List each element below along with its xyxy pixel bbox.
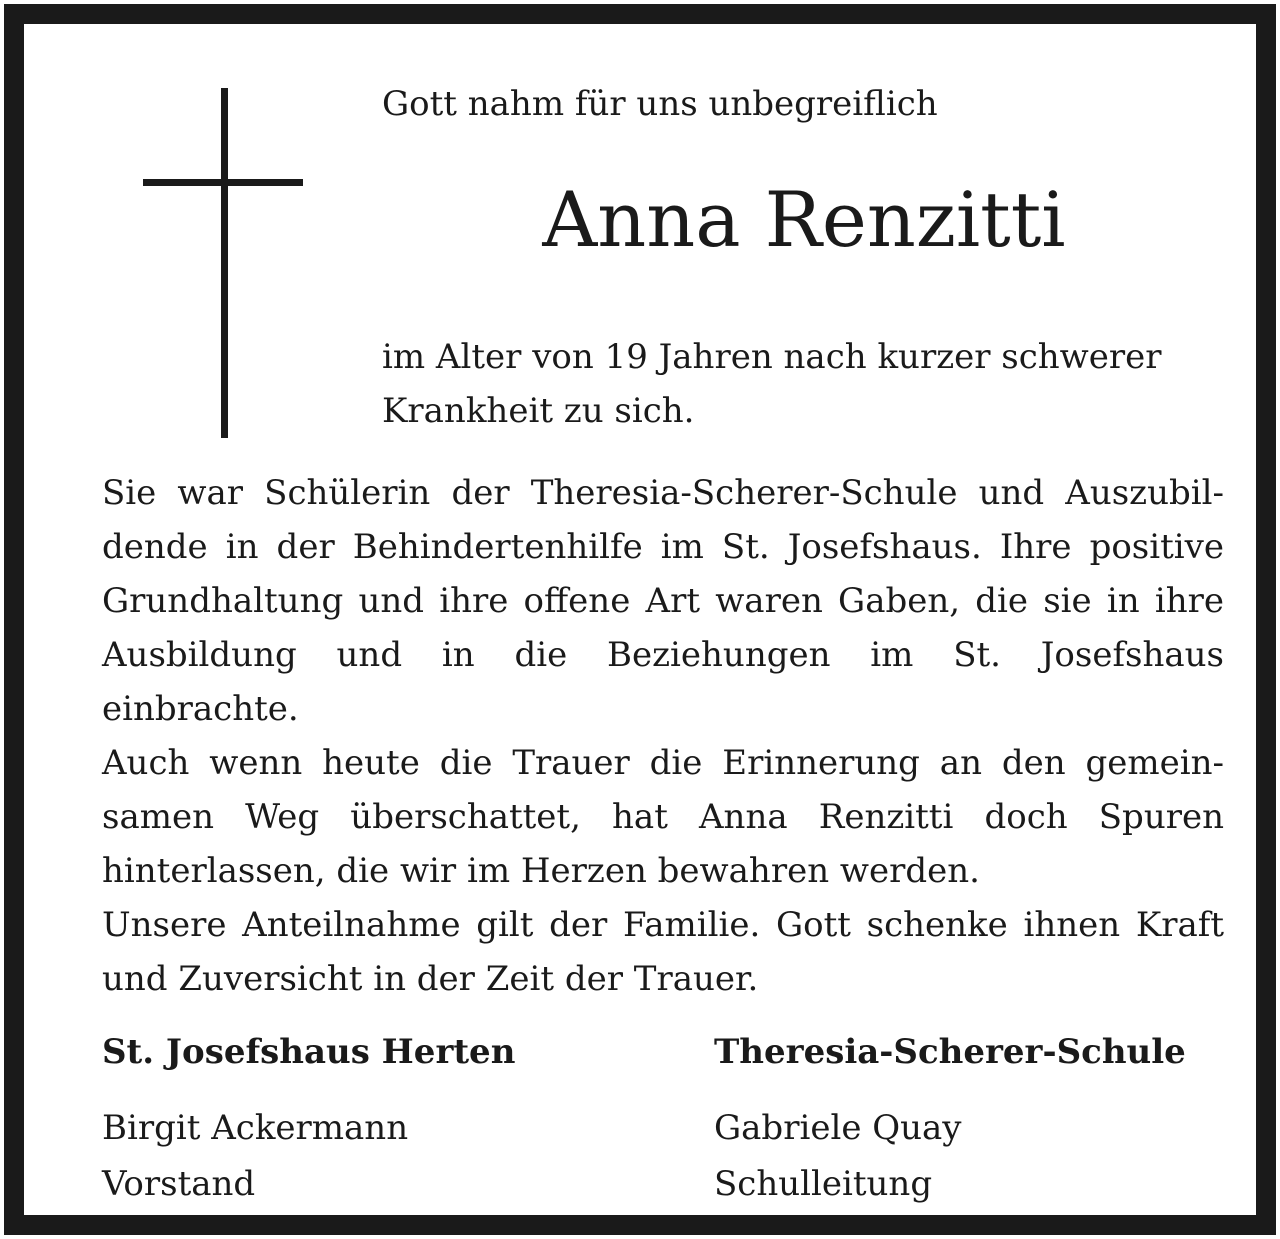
obituary-body: [102, 466, 1224, 1006]
signature-org-right: Theresia-Scherer-Schule: [714, 1032, 1186, 1072]
deceased-name: Anna Renzitti: [542, 175, 1066, 264]
intro-line: Gott nahm für uns unbegreiflich: [382, 84, 938, 124]
obituary-frame: [4, 4, 1276, 1235]
age-line-2: Krankheit zu sich.: [382, 391, 695, 431]
paragraph-school: Sie war Schülerin der Theresia-Scherer-Schule und Auszubildende in der Behindertenhilfe im St. Josefshaus. Ihre positive Grundhaltung und ihre offene Art waren Gaben, die sie in ihre Ausbildung und in die Beziehungen im St. Josefshaus einbrachte.: [102, 473, 1224, 729]
signature-left: [102, 1024, 515, 1212]
signature-person-right: Gabriele Quay: [714, 1108, 962, 1148]
cross-horizontal-bar: [143, 179, 303, 186]
paragraph-condolence: Unsere Anteilnahme gilt der Familie. Gott schenke ihnen Kraft und Zuversicht in der Zeit der Trauer.: [102, 905, 1224, 999]
signature-role-left: Vorstand: [102, 1164, 256, 1204]
cross-vertical-bar: [221, 88, 228, 438]
paragraph-remembrance: Auch wenn heute die Trauer die Erinnerung an den gemeinsamen Weg überschattet, hat Anna Renzitti doch Spuren hinterlassen, die wir im Herzen bewahren werden.: [102, 743, 1224, 891]
age-line-1: im Alter von 19 Jahren nach kurzer schwerer: [382, 337, 1162, 377]
signature-org-left: St. Josefshaus Herten: [102, 1032, 516, 1072]
signature-right: [714, 1024, 1186, 1212]
age-statement: [382, 330, 1224, 438]
signature-person-left: Birgit Ackermann: [102, 1108, 409, 1148]
signature-role-right: Schulleitung: [714, 1164, 933, 1204]
